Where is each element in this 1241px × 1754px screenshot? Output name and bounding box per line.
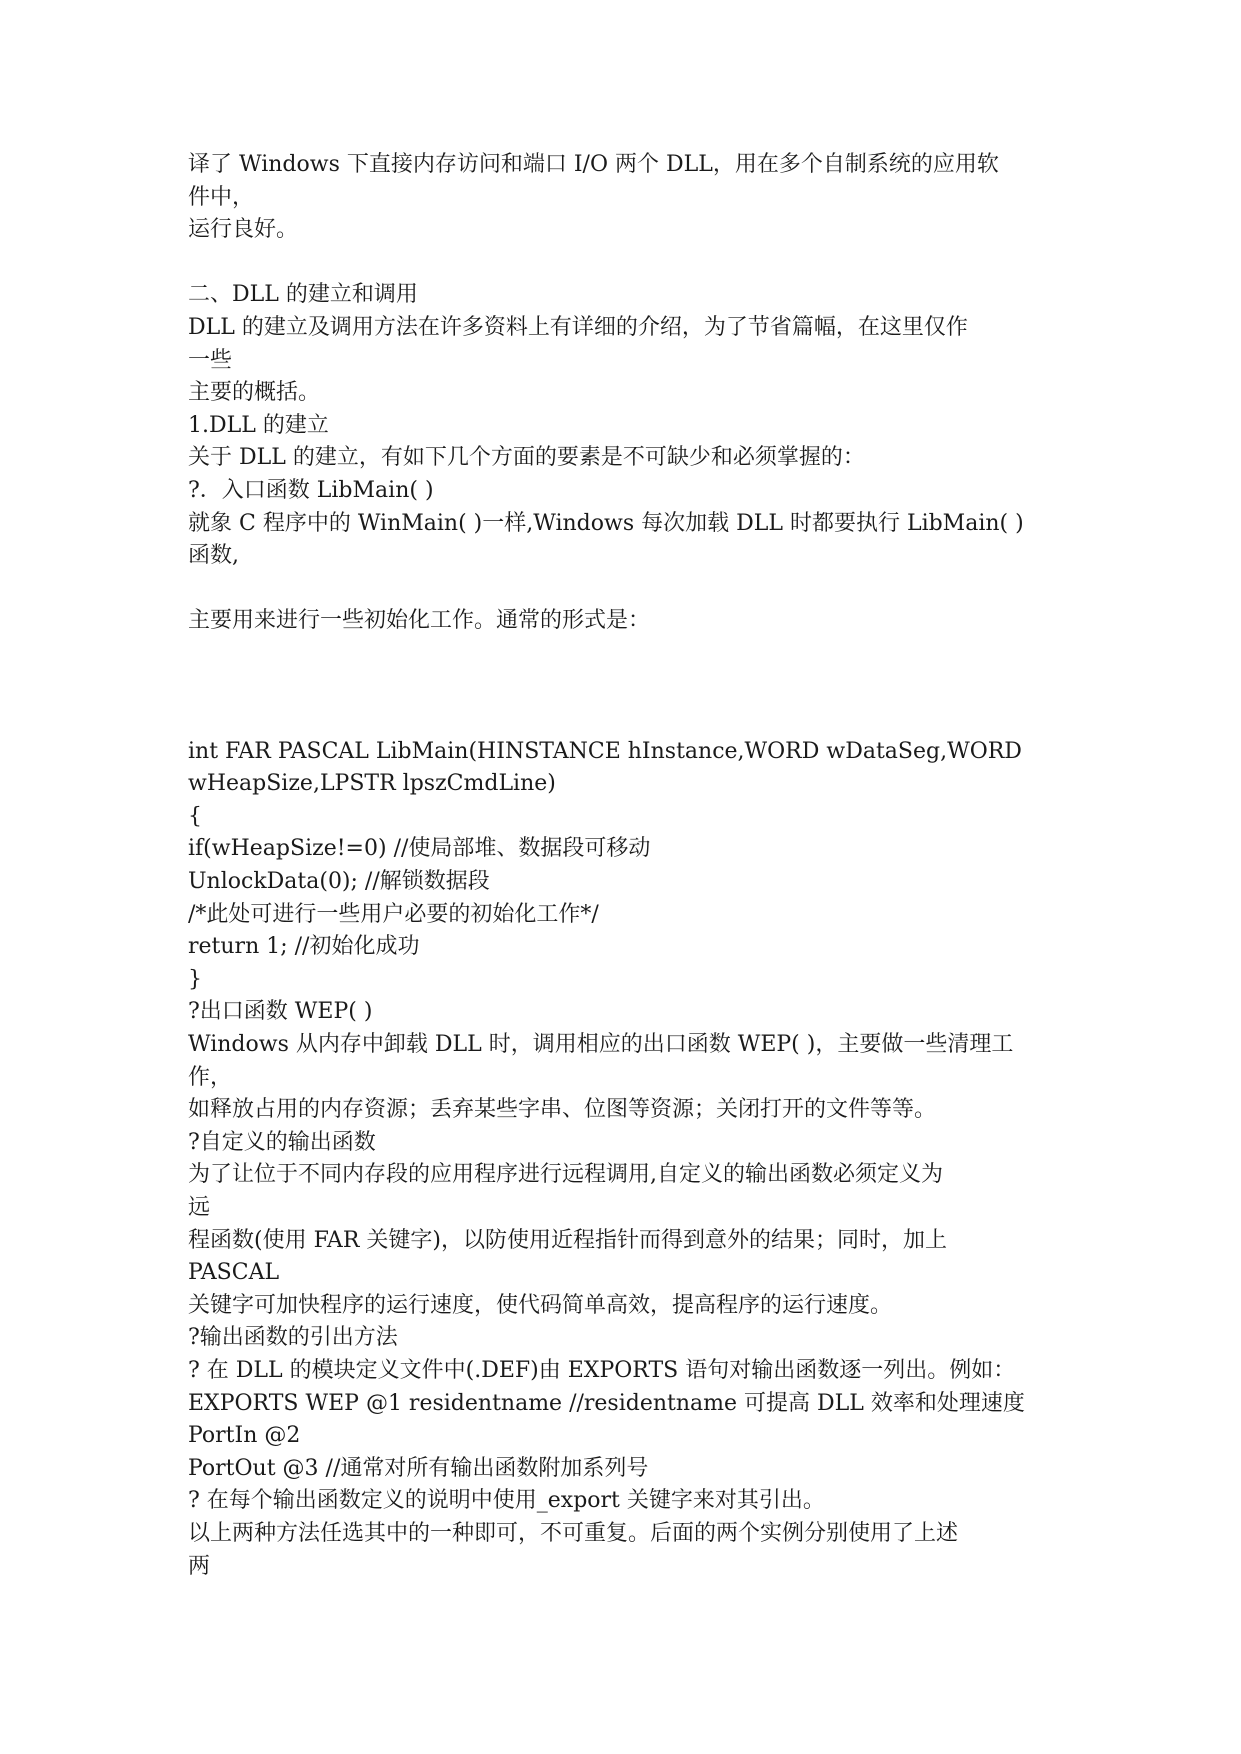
text-line: 如释放占用的内存资源；丢弃某些字串、位图等资源；关闭打开的文件等等。 xyxy=(188,1097,937,1123)
text-line: 译了 Windows 下直接内存访问和端口 I/O 两个 DLL，用在多个自制系统的应用软 xyxy=(188,152,999,177)
blank-line xyxy=(188,573,1068,606)
code-and-notes xyxy=(188,736,1068,1583)
code-line: { xyxy=(188,803,202,829)
text-line: ?出口函数 WEP( ) xyxy=(188,999,373,1025)
code-line: return 1; //初始化成功 xyxy=(188,934,420,960)
blank-line xyxy=(188,703,1068,736)
text-line: DLL 的建立及调用方法在许多资料上有详细的介绍，为了节省篇幅，在这里仅作 xyxy=(188,314,968,340)
text-line: 程函数(使用 FAR 关键字)，以防使用近程指针而得到意外的结果；同时，加上 xyxy=(188,1227,947,1253)
code-line: EXPORTS WEP @1 residentname //residentname 可提高 DLL 效率和处理速度 xyxy=(188,1390,1025,1416)
code-line: wHeapSize,LPSTR lpszCmdLine) xyxy=(188,771,556,797)
text-line: Windows 从内存中卸载 DLL 时，调用相应的出口函数 WEP( )，主要做一些清理工 xyxy=(188,1032,1014,1058)
text-line: PASCAL xyxy=(188,1260,280,1286)
text-line: 作， xyxy=(188,1064,233,1090)
text-line: 以上两种方法任选其中的一种即可，不可重复。后面的两个实例分别使用了上述 xyxy=(188,1520,959,1546)
text-line: ? 在每个输出函数定义的说明中使用_export 关键字来对其引出。 xyxy=(188,1488,825,1514)
code-line: UnlockData(0); //解锁数据段 xyxy=(188,869,490,895)
text-line: 函数, xyxy=(188,543,239,569)
text-line: 两 xyxy=(188,1553,211,1579)
text-line: ?输出函数的引出方法 xyxy=(188,1325,398,1351)
text-line: ?．入口函数 LibMain( ) xyxy=(188,477,434,503)
section-dll-build xyxy=(188,279,1068,572)
paragraph-intro xyxy=(188,149,1068,247)
text-line: 一些 xyxy=(188,347,233,373)
text-line: 为了让位于不同内存段的应用程序进行远程调用,自定义的输出函数必须定义为 xyxy=(188,1162,943,1188)
code-line: /*此处可进行一些用户必要的初始化工作*/ xyxy=(188,901,599,927)
document-body xyxy=(188,149,1068,1583)
blank-line xyxy=(188,638,1068,671)
text-line: ? 在 DLL 的模块定义文件中(.DEF)由 EXPORTS 语句对输出函数逐一列出。例如： xyxy=(188,1357,1016,1383)
code-line: PortOut @3 //通常对所有输出函数附加系列号 xyxy=(188,1455,649,1481)
text-line: 关键字可加快程序的运行速度，使代码简单高效，提高程序的运行速度。 xyxy=(188,1292,893,1318)
code-line: } xyxy=(188,966,202,992)
text-line: 主要用来进行一些初始化工作。通常的形式是： xyxy=(188,608,651,634)
text-line: 远 xyxy=(188,1195,211,1220)
code-line: PortIn @2 xyxy=(188,1423,301,1449)
text-line: 件中， xyxy=(188,184,255,210)
blank-line xyxy=(188,247,1068,280)
paragraph-usage xyxy=(188,605,1068,638)
text-line: 运行良好。 xyxy=(188,217,299,243)
subsection-heading: 1.DLL 的建立 xyxy=(188,412,329,438)
code-line: if(wHeapSize!=0) //使局部堆、数据段可移动 xyxy=(188,836,651,862)
text-line: 就象 C 程序中的 WinMain( )一样,Windows 每次加载 DLL 时都要执行 LibMain( ) xyxy=(188,510,1024,536)
text-line: ?自定义的输出函数 xyxy=(188,1129,376,1155)
text-line: 关于 DLL 的建立，有如下几个方面的要素是不可缺少和必须掌握的： xyxy=(188,445,865,471)
blank-line xyxy=(188,671,1068,704)
code-line: int FAR PASCAL LibMain(HINSTANCE hInstance,WORD wDataSeg,WORD xyxy=(188,738,1022,764)
section-heading: 二、DLL 的建立和调用 xyxy=(188,282,418,308)
text-line: 主要的概括。 xyxy=(188,380,321,406)
